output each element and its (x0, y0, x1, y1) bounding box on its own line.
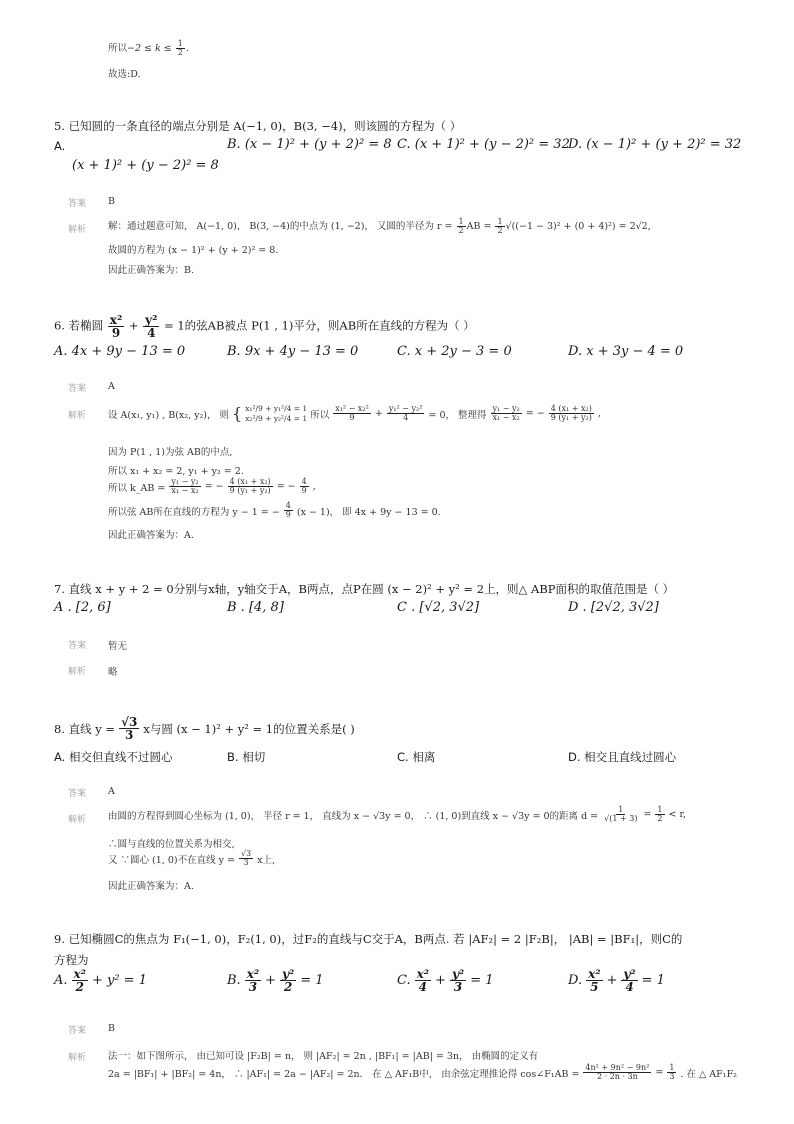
q7-analysis: 略 (108, 667, 118, 678)
q8-solution-line-1: 由圆的方程得到圆心坐标为 (1, 0)， 半径 r = 1， 直线为 x − √3y = 0， ∴ (1, 0)到直线 x − √3y = 0的距离 d = $\frac{1}{√(1 + 3)}$ = $\frac{1}{2}$ < r, (108, 805, 687, 823)
q5-option-d: D. (x − 1)² + (y + 2)² = 32 (568, 137, 742, 152)
q6-solution-line-6: 因此正确答案为：A. (108, 530, 194, 541)
q9-solution-line-1: 法一：如下图所示， 由已知可设 |F₂B| = n， 则 |AF₂| = 2n , |BF₁| = |AB| = 3n， 由椭圆的定义有 (108, 1051, 539, 1062)
q6-solution-line-5: 所以弦 AB所在直线的方程为 y − 1 = − $\frac{4}{9}$ (x − 1)， 即 4x + 9y − 13 = 0. (108, 501, 441, 519)
q5-option-a-content: (x + 1)² + (y − 2)² = 8 (72, 158, 219, 173)
top-line-1: 所以−2 ≤ k ≤ $\frac{1}{2}$ . (108, 39, 189, 57)
q9-option-d: D. $\frac{\text{x²}}{5}$ + $\frac{\text{y²}}{4}$ = 1 (568, 967, 665, 994)
q8-option-c: C. 相离 (397, 750, 436, 764)
q7-option-c: C . [√2, 3√2] (397, 600, 480, 615)
q8-solution-line-3: 又 ∵圆心 (1, 0)不在直线 y = $\frac{√3}{3}$ x上, (108, 849, 276, 867)
q8-solution-line-4: 因此正确答案为：A. (108, 881, 194, 892)
q6-option-a: A. 4x + 9y − 13 = 0 (54, 344, 186, 359)
q6-analysis-label: 解析 (68, 411, 87, 421)
q6-option-b: B. 9x + 4y − 13 = 0 (227, 344, 359, 359)
q8-solution-line-2: ∴圆与直线的位置关系为相交, (108, 839, 235, 850)
q7-stem: 7. 直线 x + y + 2 = 0分别与x轴，y轴交于A，B两点，点P在圆 (x − 2)² + y² = 2上，则△ ABP面积的取值范围是（ ） (54, 582, 675, 596)
q9-stem-line-2: 方程为 (54, 953, 89, 967)
q6-solution-line-3: 所以 x₁ + x₂ = 2, y₁ + y₂ = 2. (108, 466, 244, 477)
q5-analysis-label: 解析 (68, 225, 87, 235)
q8-answer: A (108, 786, 115, 797)
q5-solution-line-2: 故圆的方程为 (x − 1)² + (y + 2)² = 8. (108, 245, 279, 256)
q6-option-d: D. x + 3y − 4 = 0 (568, 344, 684, 359)
q5-answer: B (108, 196, 115, 207)
q7-option-d: D . [2√2, 3√2] (568, 600, 659, 615)
q9-option-a: A. $\frac{\text{x²}}{2}$ + y² = 1 (54, 967, 147, 994)
q9-option-b: B. $\frac{\text{x²}}{3}$ + $\frac{\text{y²}}{2}$ = 1 (227, 967, 324, 994)
q5-option-a-label: A. (54, 139, 66, 153)
q6-solution-line-1: 设 A(x₁, y₁) , B(x₂, y₂)， 则 { x₁²/9 + y₁²/4 = 1 x₂²/9 + y₂²/4 = 1 所以 $\frac{\text{x₁² − x₂²}}{9}$ + $\frac{\text{y₁² − y₂²}}{4}$ = 0， 整理得 $\frac{\text{y₁ − y₂}}{\text{x₁ − x₂}}$ = − $\frac{\text{4 (x₁ + x₂)}}{\text{9 (y₁ + y₂)}}$ , (108, 404, 601, 424)
q6-answer-label: 答案 (68, 384, 87, 394)
q5-option-c: C. (x + 1)² + (y − 2)² = 32 (397, 137, 570, 152)
q7-analysis-label: 解析 (68, 667, 87, 677)
q6-option-c: C. x + 2y − 3 = 0 (397, 344, 512, 359)
q8-option-a: A. 相交但直线不过圆心 (54, 750, 173, 764)
q6-solution-line-4: 所以 k_AB = $\frac{\text{y₁ − y₂}}{\text{x₁ − x₂}}$ = − $\frac{\text{4 (x₁ + x₂)}}{\text{9 (y₁ + y₂)}}$ = − $\frac{4}{9}$ , (108, 477, 316, 495)
q7-option-a: A . [2, 6] (54, 600, 111, 615)
q6-answer: A (108, 381, 115, 392)
q8-option-d: D. 相交且直线过圆心 (568, 750, 677, 764)
q9-analysis-label: 解析 (68, 1053, 87, 1063)
q8-analysis-label: 解析 (68, 815, 87, 825)
top-line-2: 故选:D. (108, 69, 141, 80)
q9-answer-label: 答案 (68, 1026, 87, 1036)
q9-solution-line-2: 2a = |BF₁| + |BF₂| = 4n， ∴ |AF₁| = 2a − |AF₂| = 2n． 在 △ AF₁B中， 由余弦定理推论得 cos∠F₁AB = $\frac{\text{4n² + 9n² − 9n²}}{2 \cdot 2n \cdot 3n}$ = $\frac{1}{3}$ . 在 △ AF₁F₂ (108, 1063, 737, 1081)
q8-option-b: B. 相切 (227, 750, 266, 764)
q7-option-b: B . [4, 8] (227, 600, 284, 615)
q5-solution-line-1: 解：通过题意可知， A(−1, 0)， B(3, −4)的中点为 (1, −2)， 又圆的半径为 r = $\frac{1}{2}$ AB = $\frac{1}{2}$ √((−1 − 3)² + (0 + 4)²) = 2√2, (108, 217, 651, 235)
q5-answer-label: 答案 (68, 199, 87, 209)
fraction: $\frac{1}{2}$ (177, 39, 183, 57)
q9-stem-line-1: 9. 已知椭圆C的焦点为 F₁(−1, 0)，F₂(1, 0)，过F₂的直线与C交于A，B两点. 若 |AF₂| = 2 |F₂B|， |AB| = |BF₁|，则C的 (54, 932, 683, 946)
q9-option-c: C. $\frac{\text{x²}}{4}$ + $\frac{\text{y²}}{3}$ = 1 (397, 967, 494, 994)
q5-option-b: B. (x − 1)² + (y + 2)² = 8 (227, 137, 392, 152)
q7-answer-label: 答案 (68, 641, 87, 651)
q8-stem: 8. 直线 y = $\frac{√3}{3}$ x与圆 (x − 1)² + y² = 1的位置关系是( ) (54, 715, 355, 742)
q5-solution-line-3: 因此正确答案为：B. (108, 265, 195, 276)
q8-answer-label: 答案 (68, 789, 87, 799)
q9-answer: B (108, 1023, 115, 1034)
q6-solution-line-2: 因为 P(1 , 1)为弦 AB的中点, (108, 447, 233, 458)
q5-stem: 5. 已知圆的一条直径的端点分别是 A(−1, 0)，B(3, −4)，则该圆的方程为（ ） (54, 119, 462, 133)
q6-stem: 6. 若椭圆 $\frac{\text{x²}}{9}$ + $\frac{\text{y²}}{4}$ = 1的弦AB被点 P(1 , 1)平分，则AB所在直线的方程为（ ） (54, 313, 475, 340)
q7-answer: 暂无 (108, 641, 128, 652)
